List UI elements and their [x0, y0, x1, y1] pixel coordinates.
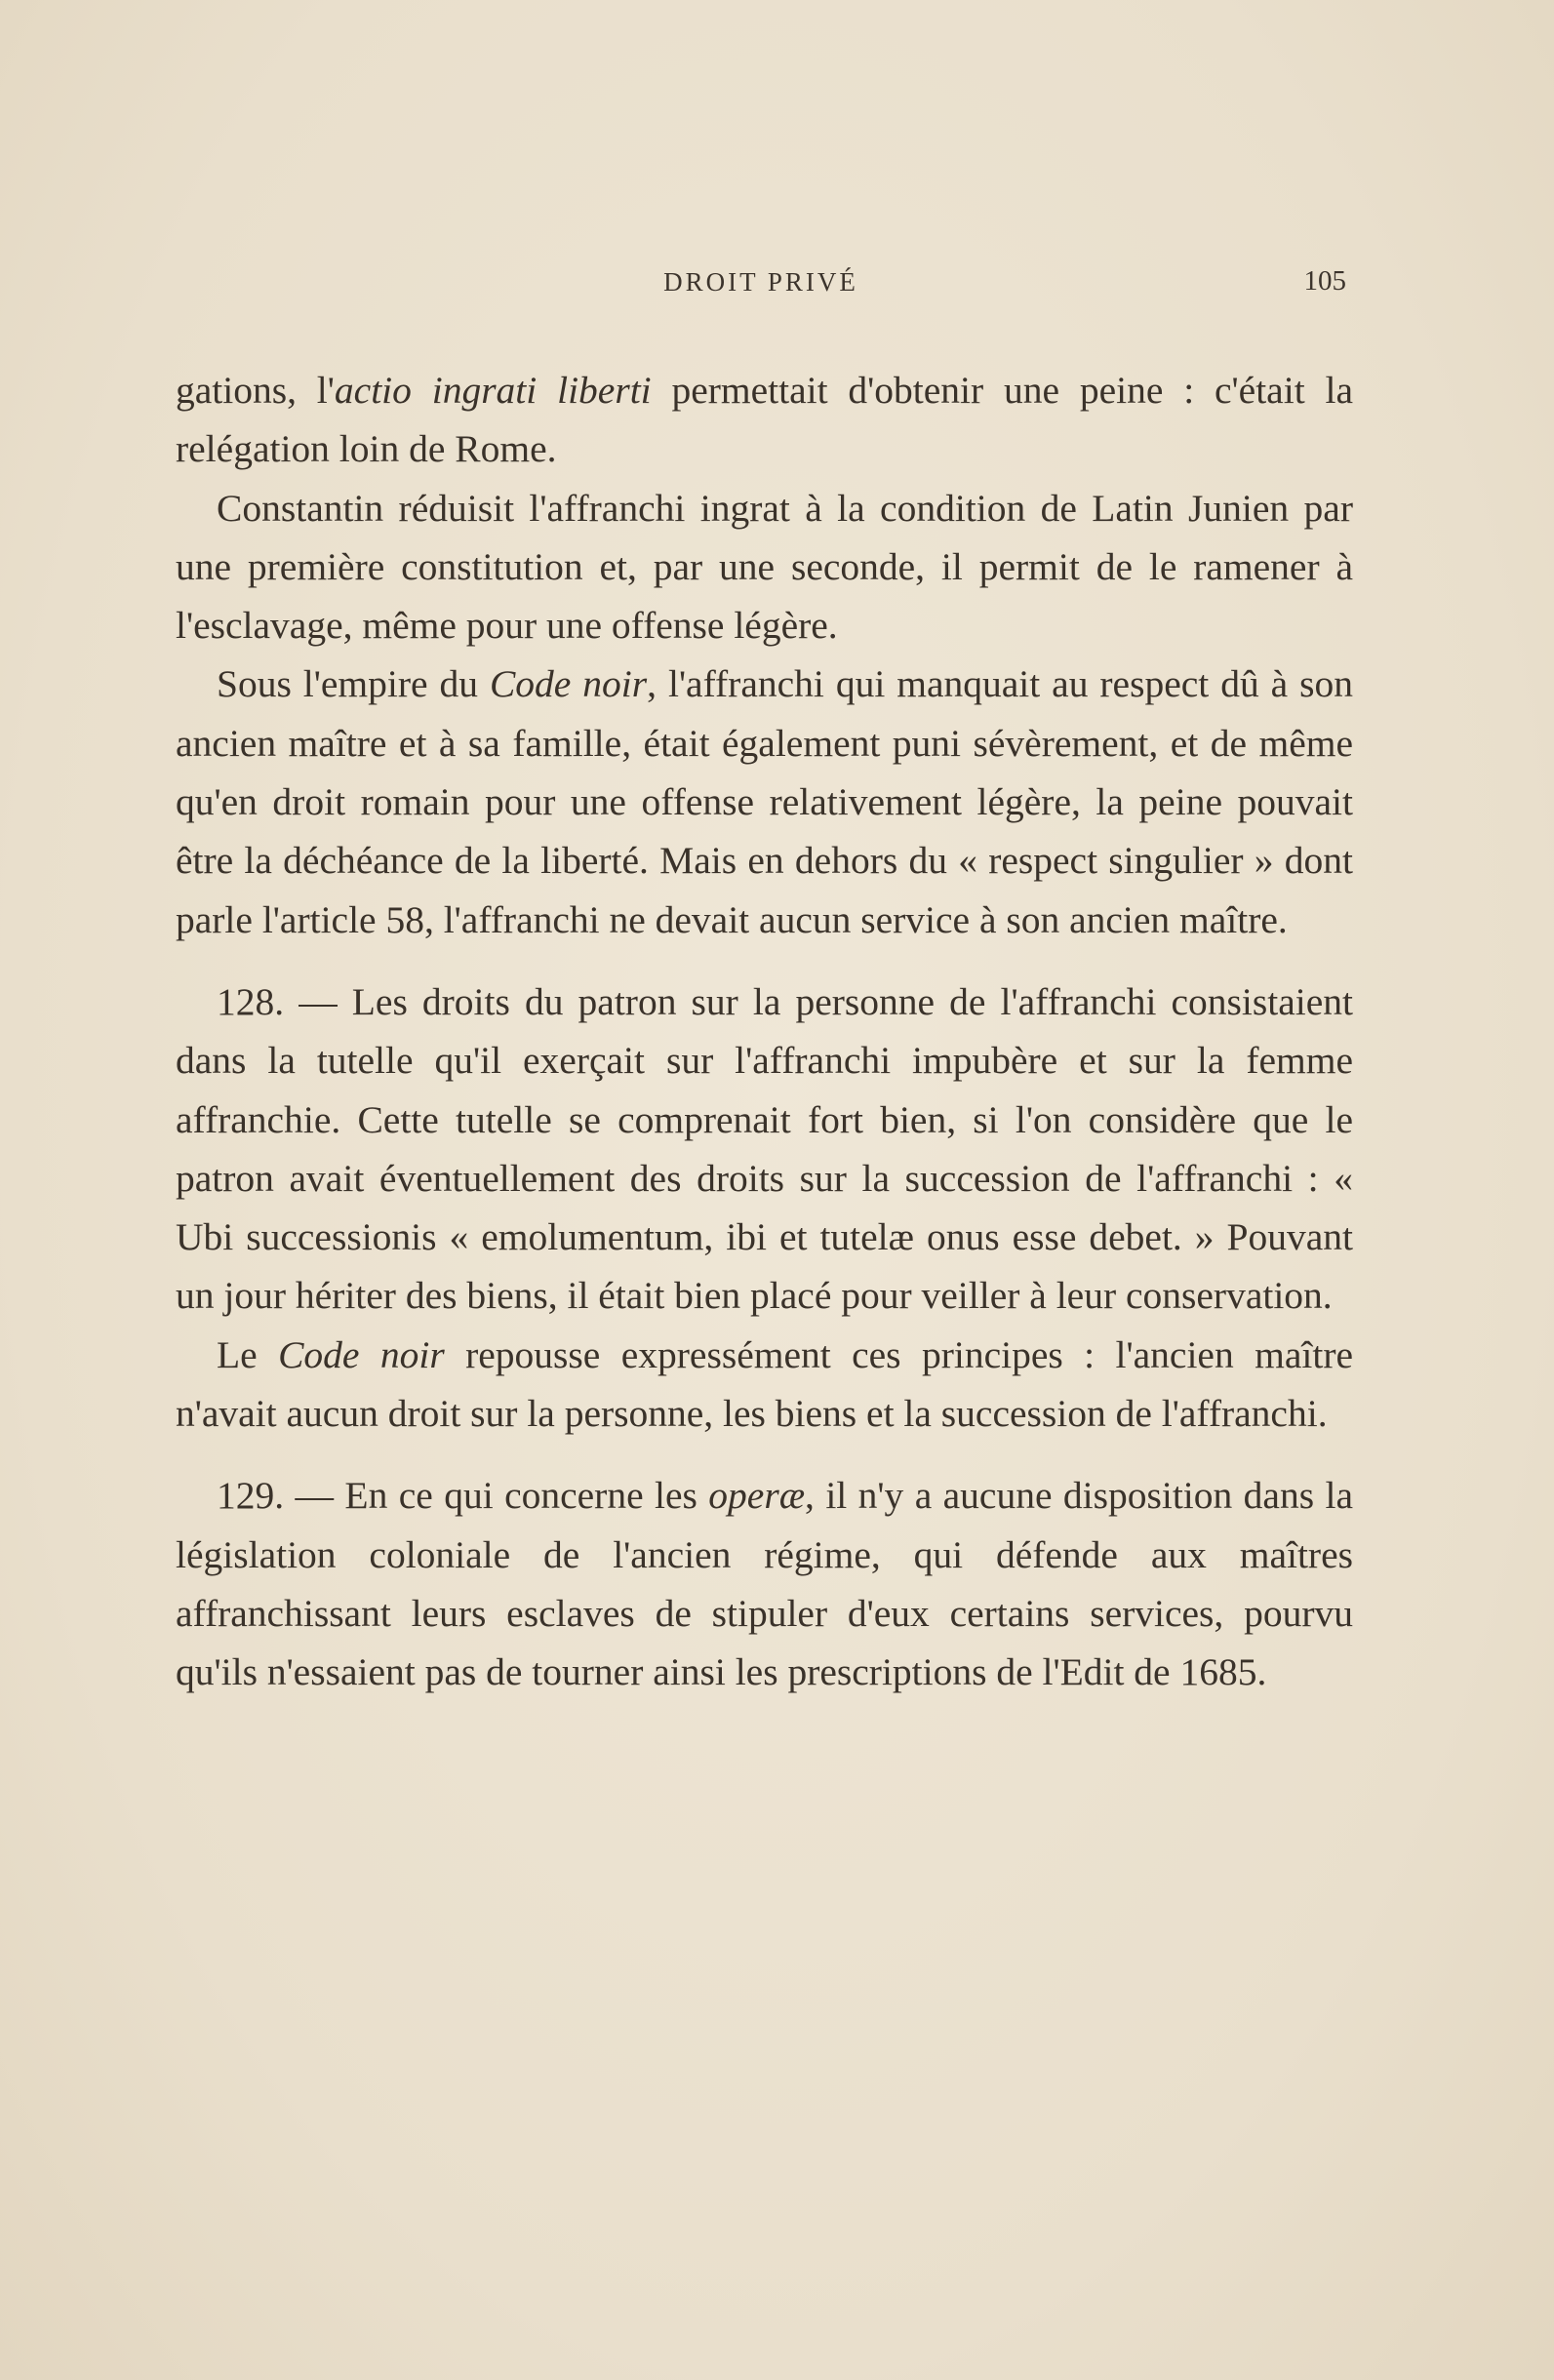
italic-segment: operæ [708, 1474, 806, 1518]
text-segment: Sous l'empire du [217, 662, 490, 706]
running-head [176, 261, 1346, 300]
text-segment: , il n'y a aucune disposition dans la législation coloniale de l'ancien régime, qui défende aux maîtres affranchissant leurs esclaves de stipuler d'eux certains services, pourvu qu'ils n'essaient pas de tourner ainsi les prescriptions de l'Edit de 1685. [176, 1474, 1354, 1694]
text-segment: repousse expressément ces principes : l'ancien maître n'avait aucun droit sur la personne, les biens et la succession de l'affranchi. [176, 1332, 1353, 1436]
page-number: 105 [1303, 265, 1346, 297]
text-segment: , l'affranchi qui manquait au respect dû à son ancien maître et à sa famille, était également puni sévèrement, et de même qu'en droit romain pour une offense relativement légère, la peine pouvait être la déchéance de la liberté. Mais en dehors du « respect singulier » dont parle l'article 58, l'affranchi ne devait aucun service à son ancien maître. [176, 662, 1354, 941]
paragraph [176, 654, 1353, 948]
italic-segment: Code noir [489, 662, 648, 706]
italic-segment: Code noir [278, 1332, 445, 1376]
paragraph [176, 479, 1353, 655]
paragraph [176, 1326, 1353, 1444]
section-paragraph-129 [176, 1466, 1353, 1701]
section-paragraph-128 [176, 972, 1353, 1326]
running-title: DROIT PRIVÉ [663, 267, 858, 297]
text-segment: gations, l' [176, 369, 335, 412]
text-segment: permettait d'obtenir une peine : c'était la relégation loin de Rome. [176, 369, 1353, 471]
paragraph [176, 361, 1353, 479]
text-segment: 129. — En ce qui concerne les [217, 1474, 709, 1518]
text-segment: Le [217, 1332, 279, 1376]
text-segment: Constantin réduisit l'affranchi ingrat à la condition de Latin Junien par une première constitution et, par une seconde, il permit de le ramener à l'esclavage, même pour une offense légère. [176, 486, 1353, 648]
italic-segment: actio ingrati liberti [334, 369, 652, 412]
text-segment: 128. — Les droits du patron sur la personne de l'affranchi consistaient dans la tutelle qu'il exerçait sur l'affranchi impubère et sur la femme affranchie. Cette tutelle se comprenait fort bien, si l'on considère que le patron avait éventuellement des droits sur la succession de l'affranchi : « Ubi successionis « emolumentum, ibi et tutelæ onus esse debet. » Pouvant un jour hériter des biens, il était bien placé pour veiller à leur conservation. [176, 979, 1353, 1318]
body-text [176, 361, 1353, 1702]
